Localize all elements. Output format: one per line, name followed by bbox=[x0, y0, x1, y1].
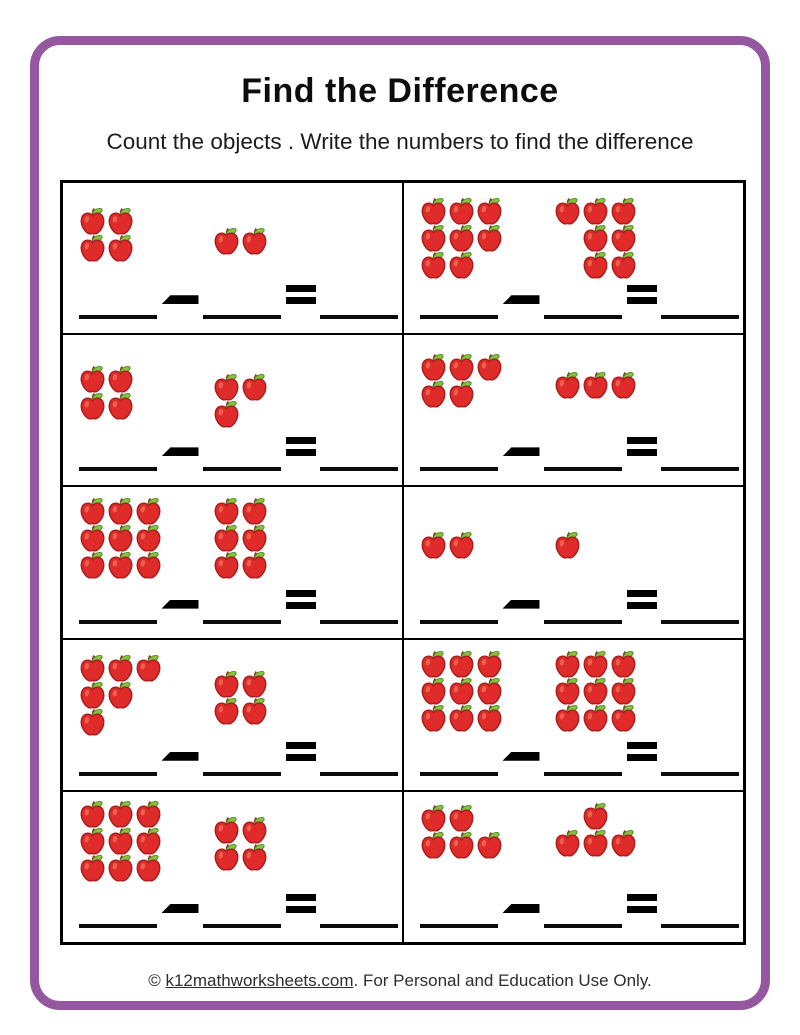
apple-icon bbox=[79, 654, 106, 683]
minuend-blank bbox=[79, 467, 157, 471]
difference-blank bbox=[320, 620, 398, 624]
apple-row bbox=[420, 224, 504, 253]
apple-icon bbox=[107, 551, 134, 580]
subtrahend-blank bbox=[544, 772, 622, 776]
apple-icon bbox=[135, 524, 162, 553]
minuend-apple-group bbox=[420, 531, 476, 560]
apple-row bbox=[79, 551, 163, 580]
minus-sign bbox=[503, 904, 540, 913]
apple-icon bbox=[610, 197, 637, 226]
apple-icon bbox=[135, 654, 162, 683]
apple-icon bbox=[476, 224, 503, 253]
apple-icon bbox=[448, 677, 475, 706]
equals-sign bbox=[627, 285, 657, 304]
subtrahend-apple-group bbox=[213, 373, 269, 429]
apple-icon bbox=[610, 650, 637, 679]
minuend-blank bbox=[420, 924, 498, 928]
minus-sign bbox=[162, 752, 199, 761]
minuend-blank bbox=[420, 620, 498, 624]
apple-icon bbox=[213, 524, 240, 553]
apple-icon bbox=[476, 353, 503, 382]
apple-icon bbox=[554, 197, 581, 226]
answer-row bbox=[79, 437, 398, 471]
apple-icon bbox=[448, 531, 475, 560]
subtrahend-apple-group bbox=[554, 802, 638, 858]
apple-icon bbox=[213, 670, 240, 699]
apple-row bbox=[79, 854, 163, 883]
apple-row bbox=[79, 800, 163, 829]
subtrahend-blank bbox=[203, 772, 281, 776]
apple-row bbox=[420, 197, 504, 226]
apple-row bbox=[213, 843, 269, 872]
apple-icon bbox=[476, 197, 503, 226]
apple-icon bbox=[582, 197, 609, 226]
minuend-blank bbox=[420, 467, 498, 471]
minus-sign bbox=[162, 295, 199, 304]
apple-row bbox=[420, 380, 504, 409]
equals-sign bbox=[286, 590, 316, 609]
apple-icon bbox=[448, 353, 475, 382]
minus-sign bbox=[162, 904, 199, 913]
equals-sign bbox=[627, 894, 657, 913]
apple-row bbox=[554, 802, 638, 831]
apple-icon bbox=[610, 829, 637, 858]
problem-cell bbox=[403, 791, 744, 943]
equals-sign bbox=[627, 590, 657, 609]
apple-icon bbox=[241, 670, 268, 699]
minuend-blank bbox=[79, 620, 157, 624]
apple-icon bbox=[241, 373, 268, 402]
apple-icon bbox=[448, 831, 475, 860]
apple-icon bbox=[107, 654, 134, 683]
apple-icon bbox=[241, 551, 268, 580]
problem-cell bbox=[62, 334, 403, 486]
difference-blank bbox=[661, 924, 739, 928]
difference-blank bbox=[320, 772, 398, 776]
apple-row bbox=[554, 531, 582, 560]
apple-icon bbox=[448, 251, 475, 280]
apple-icon bbox=[554, 829, 581, 858]
apple-icon bbox=[79, 708, 106, 737]
apple-icon bbox=[476, 677, 503, 706]
apple-row bbox=[79, 365, 135, 394]
minuend-apple-group bbox=[79, 365, 135, 421]
footer-link[interactable]: k12mathworksheets.com bbox=[165, 971, 354, 990]
apple-icon bbox=[107, 392, 134, 421]
apple-icon bbox=[79, 800, 106, 829]
minuend-blank bbox=[79, 772, 157, 776]
minus-sign bbox=[162, 600, 199, 609]
apple-row bbox=[213, 670, 269, 699]
apple-icon bbox=[420, 197, 447, 226]
difference-blank bbox=[661, 772, 739, 776]
apple-row bbox=[554, 371, 638, 400]
instructions: Count the objects . Write the numbers to find the difference bbox=[106, 129, 694, 154]
apple-row bbox=[420, 804, 504, 833]
minuend-apple-group bbox=[79, 497, 163, 580]
apple-icon bbox=[213, 697, 240, 726]
apple-icon bbox=[107, 497, 134, 526]
minuend-apple-group bbox=[79, 800, 163, 883]
equals-sign bbox=[627, 742, 657, 761]
problem-cell bbox=[62, 639, 403, 791]
apple-icon bbox=[610, 704, 637, 733]
answer-row bbox=[79, 285, 398, 319]
apple-icon bbox=[241, 497, 268, 526]
apple-icon bbox=[610, 224, 637, 253]
apple-icon bbox=[420, 380, 447, 409]
footer-license-text: . For Personal and Education Use Only. bbox=[353, 971, 652, 990]
minus-sign bbox=[503, 752, 540, 761]
subtrahend-apple-group bbox=[554, 197, 638, 280]
apple-icon bbox=[448, 197, 475, 226]
answer-row bbox=[420, 285, 739, 319]
apple-row bbox=[420, 677, 504, 706]
apple-icon bbox=[135, 551, 162, 580]
apple-row bbox=[420, 531, 476, 560]
apple-icon bbox=[476, 650, 503, 679]
difference-blank bbox=[320, 924, 398, 928]
apple-icon bbox=[79, 681, 106, 710]
apple-icon bbox=[448, 224, 475, 253]
problem-cell bbox=[62, 182, 403, 334]
apple-row bbox=[554, 650, 638, 679]
apple-icon bbox=[582, 224, 609, 253]
apple-row bbox=[79, 681, 163, 710]
apple-icon bbox=[213, 227, 240, 256]
apple-icon bbox=[79, 827, 106, 856]
apple-row bbox=[79, 708, 163, 737]
apple-icon bbox=[107, 681, 134, 710]
difference-blank bbox=[661, 467, 739, 471]
apple-icon bbox=[135, 800, 162, 829]
apple-icon bbox=[79, 365, 106, 394]
minuend-apple-group bbox=[420, 353, 504, 409]
apple-row bbox=[213, 551, 269, 580]
apple-icon bbox=[448, 650, 475, 679]
apple-row bbox=[79, 207, 135, 236]
apple-icon bbox=[554, 704, 581, 733]
apple-row bbox=[420, 353, 504, 382]
apple-row bbox=[79, 234, 135, 263]
problem-cell bbox=[403, 182, 744, 334]
apple-icon bbox=[582, 677, 609, 706]
apple-icon bbox=[420, 831, 447, 860]
apple-icon bbox=[79, 392, 106, 421]
minuend-apple-group bbox=[79, 207, 135, 263]
apple-row bbox=[420, 650, 504, 679]
apple-icon bbox=[420, 224, 447, 253]
apple-icon bbox=[241, 227, 268, 256]
apple-icon bbox=[582, 371, 609, 400]
apple-icon bbox=[420, 353, 447, 382]
apple-icon bbox=[107, 524, 134, 553]
problem-cell bbox=[62, 486, 403, 638]
apple-icon bbox=[241, 524, 268, 553]
apple-icon bbox=[582, 829, 609, 858]
problem-cell bbox=[403, 334, 744, 486]
minuend-blank bbox=[420, 772, 498, 776]
apple-icon bbox=[79, 207, 106, 236]
apple-icon bbox=[107, 365, 134, 394]
footer bbox=[0, 971, 800, 991]
apple-icon bbox=[420, 251, 447, 280]
apple-icon bbox=[135, 497, 162, 526]
apple-icon bbox=[107, 234, 134, 263]
apple-row bbox=[213, 400, 269, 429]
equals-sign bbox=[627, 437, 657, 456]
apple-row bbox=[213, 816, 269, 845]
difference-blank bbox=[661, 315, 739, 319]
footer-copyright: © bbox=[148, 971, 166, 990]
equals-sign bbox=[286, 437, 316, 456]
apple-icon bbox=[420, 531, 447, 560]
subtrahend-apple-group bbox=[554, 650, 638, 733]
answer-row bbox=[420, 590, 739, 624]
apple-icon bbox=[213, 816, 240, 845]
answer-row bbox=[79, 742, 398, 776]
apple-icon bbox=[79, 234, 106, 263]
minuend-blank bbox=[79, 924, 157, 928]
apple-row bbox=[554, 197, 638, 226]
apple-icon bbox=[213, 551, 240, 580]
apple-icon bbox=[213, 843, 240, 872]
apple-icon bbox=[554, 371, 581, 400]
answer-row bbox=[420, 437, 739, 471]
apple-icon bbox=[554, 677, 581, 706]
apple-icon bbox=[213, 400, 240, 429]
apple-icon bbox=[213, 373, 240, 402]
minuend-blank bbox=[79, 315, 157, 319]
apple-row bbox=[420, 251, 504, 280]
problems-grid bbox=[60, 180, 746, 945]
answer-row bbox=[79, 894, 398, 928]
apple-icon bbox=[420, 677, 447, 706]
apple-row bbox=[79, 827, 163, 856]
apple-row bbox=[554, 224, 638, 253]
apple-icon bbox=[107, 827, 134, 856]
minuend-blank bbox=[420, 315, 498, 319]
apple-row bbox=[554, 704, 638, 733]
subtrahend-apple-group bbox=[554, 371, 638, 400]
apple-icon bbox=[554, 531, 581, 560]
apple-icon bbox=[213, 497, 240, 526]
problem-cell bbox=[403, 639, 744, 791]
problem-cell bbox=[403, 486, 744, 638]
subtrahend-apple-group bbox=[213, 227, 269, 256]
subtrahend-blank bbox=[544, 924, 622, 928]
apple-icon bbox=[448, 804, 475, 833]
page-title: Find the Difference bbox=[241, 72, 559, 110]
apple-icon bbox=[610, 251, 637, 280]
minus-sign bbox=[503, 295, 540, 304]
apple-icon bbox=[448, 704, 475, 733]
difference-blank bbox=[661, 620, 739, 624]
difference-blank bbox=[320, 467, 398, 471]
answer-row bbox=[420, 894, 739, 928]
difference-blank bbox=[320, 315, 398, 319]
apple-icon bbox=[420, 804, 447, 833]
subtrahend-blank bbox=[203, 467, 281, 471]
apple-icon bbox=[582, 251, 609, 280]
apple-icon bbox=[476, 704, 503, 733]
apple-row bbox=[213, 497, 269, 526]
apple-icon bbox=[610, 677, 637, 706]
subtrahend-blank bbox=[203, 315, 281, 319]
apple-row bbox=[420, 704, 504, 733]
subtrahend-apple-group bbox=[213, 497, 269, 580]
problem-cell bbox=[62, 791, 403, 943]
apple-row bbox=[213, 697, 269, 726]
apple-row bbox=[420, 831, 504, 860]
apple-row bbox=[79, 497, 163, 526]
apple-row bbox=[554, 251, 638, 280]
apple-icon bbox=[107, 800, 134, 829]
answer-row bbox=[79, 590, 398, 624]
minuend-apple-group bbox=[420, 197, 504, 280]
apple-row bbox=[79, 524, 163, 553]
subtrahend-apple-group bbox=[213, 670, 269, 726]
apple-icon bbox=[241, 816, 268, 845]
apple-icon bbox=[476, 831, 503, 860]
subtrahend-blank bbox=[544, 620, 622, 624]
minus-sign bbox=[162, 447, 199, 456]
apple-row bbox=[554, 829, 638, 858]
apple-icon bbox=[79, 854, 106, 883]
apple-icon bbox=[79, 551, 106, 580]
apple-row bbox=[79, 392, 135, 421]
minus-sign bbox=[503, 447, 540, 456]
apple-icon bbox=[610, 371, 637, 400]
subtrahend-blank bbox=[203, 924, 281, 928]
minus-sign bbox=[503, 600, 540, 609]
apple-row bbox=[213, 373, 269, 402]
apple-row bbox=[554, 677, 638, 706]
subtrahend-apple-group bbox=[213, 816, 269, 872]
apple-row bbox=[213, 524, 269, 553]
minuend-apple-group bbox=[79, 654, 163, 737]
apple-icon bbox=[420, 650, 447, 679]
apple-icon bbox=[135, 854, 162, 883]
apple-icon bbox=[582, 650, 609, 679]
answer-row bbox=[420, 742, 739, 776]
apple-row bbox=[213, 227, 269, 256]
apple-icon bbox=[107, 854, 134, 883]
subtrahend-blank bbox=[203, 620, 281, 624]
apple-icon bbox=[420, 704, 447, 733]
subtrahend-blank bbox=[544, 467, 622, 471]
apple-icon bbox=[554, 650, 581, 679]
apple-icon bbox=[582, 802, 609, 831]
equals-sign bbox=[286, 742, 316, 761]
equals-sign bbox=[286, 894, 316, 913]
equals-sign bbox=[286, 285, 316, 304]
apple-icon bbox=[79, 524, 106, 553]
apple-icon bbox=[135, 827, 162, 856]
minuend-apple-group bbox=[420, 650, 504, 733]
subtrahend-blank bbox=[544, 315, 622, 319]
minuend-apple-group bbox=[420, 804, 504, 860]
apple-icon bbox=[448, 380, 475, 409]
apple-icon bbox=[241, 843, 268, 872]
apple-row bbox=[79, 654, 163, 683]
apple-icon bbox=[241, 697, 268, 726]
apple-icon bbox=[582, 704, 609, 733]
subtrahend-apple-group bbox=[554, 531, 582, 560]
apple-icon bbox=[107, 207, 134, 236]
apple-icon bbox=[79, 497, 106, 526]
